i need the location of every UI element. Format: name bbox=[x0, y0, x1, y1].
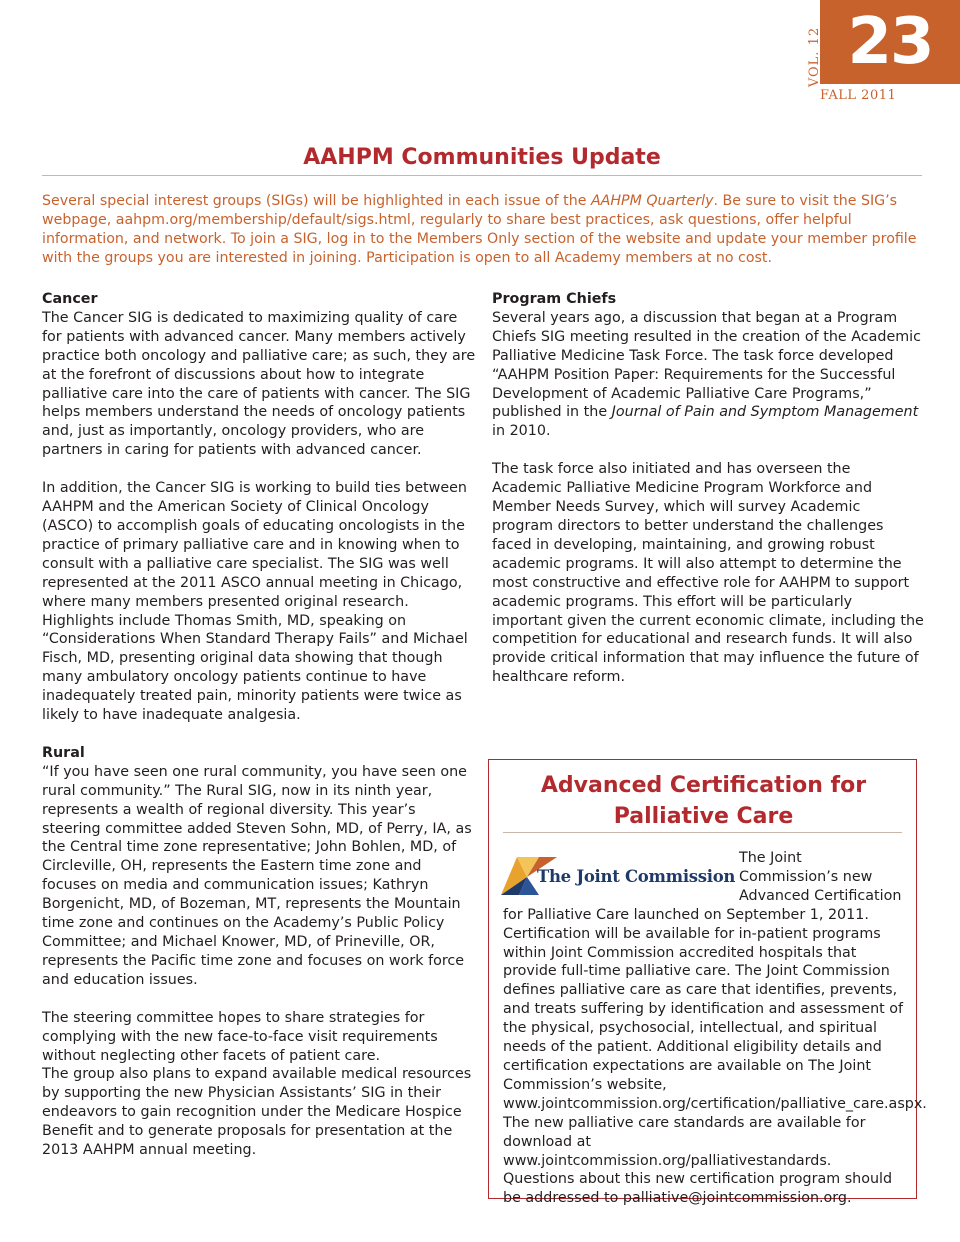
sidebar-title bbox=[489, 770, 918, 832]
cancer-paragraph-1: The Cancer SIG is dedicated to maximizing quality of care for patients with advanced cancer. Many members actively practice both oncology and palliative care; as such, they are at the forefront of discussions about how to integrate palliative care into the care of patients with cancer. The SIG helps members understand the needs of oncology patients and, just as importantly, oncology providers, who are partners in caring for patients with advanced cancer. bbox=[42, 309, 476, 459]
rural-paragraph-1: “If you have seen one rural community, you have seen one rural community.” The Rural SIG, now in its ninth year, represents a wealth of regional diversity. This year’s steering committee added Steven Sohn, MD, of Perry, IA, as the Central time zone representative; John Bohlen, MD, of Circleville, OH, represents the Eastern time zone and focuses on media and communication issues; Kathryn Borgenicht, MD, of Bozeman, MT, represents the Mountain time zone and continues on the Academy’s Public Policy Committee; and Michael Knower, MD, of Prineville, OR, represents the Pacific time zone and focuses on work force and education issues. bbox=[42, 763, 472, 988]
title-divider bbox=[42, 175, 922, 176]
sidebar-title-line-2: Palliative Care bbox=[613, 804, 794, 829]
program-chiefs-paragraph-2: The task force also initiated and has overseen the Academic Palliative Medicine Program Workforce and Member Needs Survey, which will survey Academic program directors to better understand the challenges faced in developing, maintaining, and growing robust academic programs. It will also attempt to determine the most constructive and effective role for AAHPM to support academic programs. This effort will be particularly important given the current economic climate, including the competition for educational and research funds. It will also provide critical information that may influence the future of healthcare reform. bbox=[492, 461, 924, 686]
logo-wordmark: The Joint Commission bbox=[537, 867, 736, 886]
volume-label: VOL. 12 bbox=[807, 26, 822, 88]
joint-commission-logo bbox=[499, 853, 736, 901]
cancer-paragraph-2: In addition, the Cancer SIG is working to build ties between AAHPM and the American Society of Clinical Oncology (ASCO) to accomplish goals of educating oncologists in the practice of primary palliative care and in knowing when to consult with a palliative care specialist. The SIG was well represented at the 2011 ASCO annual meeting in Chicago, where many members presented original research. Highlights include Thomas Smith, MD, speaking on “Considerations When Standard Therapy Fails” and Michael Fisch, MD, presenting original data showing that though many ambulatory oncology patients continue to have inadequately treated pain, minority patients were twice as likely to have inadequate analgesia. bbox=[42, 480, 468, 724]
rural-heading: Rural bbox=[42, 744, 85, 761]
sidebar-body bbox=[503, 849, 927, 1208]
intro-text-start: Several special interest groups (SIGs) will be highlighted in each issue of the bbox=[42, 193, 591, 209]
program-chiefs-text-start: Several years ago, a discussion that began at a Program Chiefs SIG meeting resulted in the creation of the Academic Palliative Medicine Task Force. The task force developed “AAHPM Position Paper: Requirements for the Successful Development of Academic Palliative Care Programs,” published in the bbox=[492, 309, 922, 421]
rural-paragraph-2: The steering committee hopes to share strategies for complying with the new face-to-face visit requirements without neglecting other facets of patient care. bbox=[42, 1009, 438, 1064]
rural-section bbox=[42, 744, 476, 1160]
intro-text-end: . Be sure to visit the SIG’s webpage, aahpm.org/membership/default/sigs.html, regularly to share best practices, ask questions, offer helpful information, and network. To join a SIG, log in to the Members Only section of the website and update your member profile with the groups you are interested in joining. Participation is open to all Academy members at no cost. bbox=[42, 193, 917, 266]
right-column bbox=[492, 290, 924, 706]
program-chiefs-text-end: in 2010. bbox=[492, 423, 551, 440]
intro-paragraph bbox=[42, 192, 922, 268]
issue-number-tab: 23 bbox=[820, 0, 960, 84]
left-column bbox=[42, 290, 476, 1179]
sidebar-body-text: The Joint Commission’s new Advanced Certification for Palliative Care launched on September 1, 2011. Certification will be available for in-patient programs within Joint Commission accredited hospitals that provide full-time palliative care. The Joint Commission defines palliative care as care that identifies, prevents, and treats suffering by identification and assessment of the physical, psychosocial, intellectual, and spiritual needs of the patient. Additional eligibility details and certification expectations are available on The Joint Commission’s website, www.jointcommission.org/certification/palliative_care.aspx. The new palliative care standards are available for download at www.jointcommission.org/palliativestandards. Questions about this new certification program should be addressed to palliative@jointcommission.org. bbox=[503, 850, 927, 1207]
season-label: FALL 2011 bbox=[820, 88, 897, 103]
rural-paragraph-3: The group also plans to expand available medical resources by supporting the new Physician Assistants’ SIG in their endeavors to gain recognition under the Medicare Hospice Benefit and to generate proposals for presentation at the 2013 AAHPM annual meeting. bbox=[42, 1066, 472, 1159]
program-chiefs-section bbox=[492, 290, 924, 687]
certification-sidebar bbox=[488, 759, 927, 1207]
program-chiefs-paragraph-1 bbox=[492, 309, 924, 441]
publication-name: AAHPM Quarterly bbox=[590, 193, 714, 209]
program-chiefs-heading: Program Chiefs bbox=[492, 291, 617, 307]
sidebar-divider bbox=[503, 832, 902, 833]
cancer-heading: Cancer bbox=[42, 291, 98, 307]
page-title: AAHPM Communities Update bbox=[303, 145, 661, 170]
sidebar-title-line-1: Advanced Certification for bbox=[540, 773, 867, 798]
cancer-section bbox=[42, 290, 476, 725]
journal-name: Journal of Pain and Symptom Management bbox=[611, 404, 919, 421]
